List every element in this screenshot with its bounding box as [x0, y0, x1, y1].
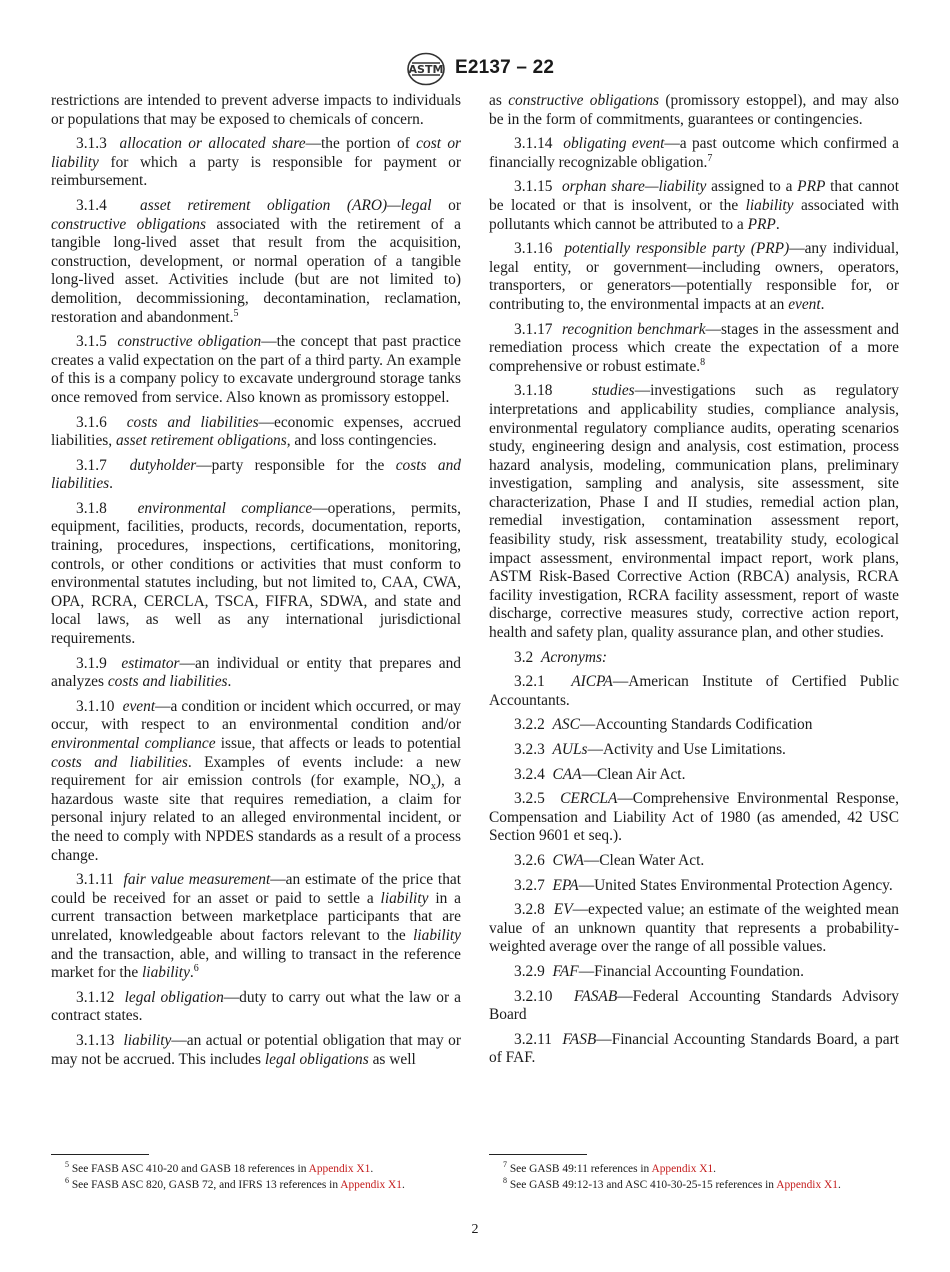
text-run: —Clean Air Act. [581, 765, 686, 783]
definition-paragraph [51, 333, 461, 407]
defined-term: legal obligation [124, 988, 224, 1006]
section-number: 3.1.3 [76, 135, 107, 153]
footnote [65, 1175, 405, 1194]
defined-term: potentially responsible party (PRP) [564, 240, 790, 258]
defined-term: environmental compliance [137, 499, 313, 517]
text-run: —investigations such as regulatory interpretations and applicability studies, compliance analysis, environmental regulatory compliance audits, operating scenarios study, engineering design and analysis, cost estimation, process hazard analysis, modeling, communication plans, preliminary investigation, sampling and analysis, site assessment, site characterization, Phase I and II studies, remedial action plan, remedial investigation, contamination assessment report, feasibility study, risk assessment, treatability study, ecological impact assessment, environmental impact report, work plans, ASTM Risk-Based Corrective Action (RBCA) analysis, RCRA facility investigation, RCRA facility assessment, report of waste discharge, corrective measures study, corrective action report, health and safety plan, quality assurance plan, and other studies. [489, 382, 899, 642]
definition-paragraph [51, 871, 461, 983]
text-run: that cannot be located or that is insolvent, or the [489, 178, 899, 214]
italic-term: event [788, 295, 821, 313]
defined-term: FASAB [573, 987, 618, 1005]
text-run: —Financial Accounting Foundation. [578, 962, 804, 980]
footnote-end: . [713, 1163, 717, 1175]
text-run: issue, that affects or leads to potential [215, 735, 462, 752]
section-number: 3.2.3 [514, 741, 545, 758]
defined-term: orphan share—liability [561, 178, 707, 196]
text-run: or [431, 196, 461, 214]
footnotes-left [65, 1162, 405, 1193]
definition-paragraph [51, 500, 461, 649]
definition-paragraph [51, 698, 461, 865]
text-run: —duty to carry out what the law or a contract states. [51, 988, 461, 1025]
definition-paragraph [489, 178, 899, 234]
right-column [489, 92, 899, 1074]
defined-term: dutyholder [129, 456, 197, 474]
footnote [503, 1175, 841, 1194]
text-run: —economic expenses, accrued liabilities, [51, 413, 461, 450]
defined-term: constructive obligation [117, 333, 262, 351]
text-run: in a current transaction between marketplace participants that are unrelated, knowledgeable about factors relevant to the [51, 889, 462, 944]
footnote-number: 8 [503, 1175, 507, 1185]
text-run: —the portion of [305, 135, 417, 153]
text-run: restrictions are intended to prevent adverse impacts to individuals or populations that may be exposed to chemicals of concern. [51, 92, 461, 128]
footnote-text: See FASB ASC 410-20 and GASB 18 references in [69, 1163, 309, 1175]
defined-term: EV [553, 901, 573, 919]
text-run: . Examples of events include: a new requirement for air emission controls (for example, NO [51, 753, 461, 790]
text-run: —Accounting Standards Codification [579, 716, 813, 734]
paragraph-continuation [51, 92, 461, 129]
defined-term: Acronyms: [540, 648, 608, 666]
footnote [65, 1162, 405, 1178]
paragraph-continuation [489, 92, 899, 129]
definition-paragraph [489, 1031, 899, 1068]
definition-paragraph [489, 321, 899, 377]
appendix-link[interactable]: Appendix X1 [340, 1178, 402, 1191]
defined-term: FASB [562, 1030, 597, 1048]
svg-text:ASTM: ASTM [408, 63, 444, 76]
definition-paragraph [51, 414, 461, 451]
footnote-ref: 8 [700, 356, 706, 368]
text-run: —an estimate of the price that could be received for an asset or paid to settle a [51, 871, 461, 907]
section-number: 3.1.12 [76, 988, 115, 1006]
footnote-ref: 5 [233, 307, 239, 319]
text-run: —Activity and Use Limitations. [587, 741, 786, 758]
subscript: x [430, 781, 436, 793]
defined-term: CAA [552, 765, 582, 783]
astm-logo-icon [406, 52, 446, 86]
footnote-rule-right [489, 1154, 587, 1155]
text-run: —expected value; an estimate of the weighted mean value of an unknown quantity that represents a probability-weighted average over the range of all possible values. [489, 901, 899, 956]
section-number: 3.2.9 [514, 962, 545, 980]
section-number: 3.1.10 [76, 697, 115, 715]
text-run: —Comprehensive Environmental Response, Compensation and Liability Act of 1980 (as amended, 42 USC Section 9601 et seq.). [489, 790, 899, 845]
section-number: 3.2.5 [514, 790, 545, 808]
text-run: —the concept that past practice creates a valid expectation on the part of a third party. An example of this is a company policy to excavate underground storage tanks once removed from service. Also known as promissory estoppel. [51, 333, 461, 406]
section-number: 3.1.17 [514, 320, 553, 338]
defined-term: studies [591, 382, 635, 400]
defined-term: fair value measurement [123, 871, 271, 889]
text-run: —party responsible for the [196, 456, 396, 474]
footnote-number: 5 [65, 1160, 69, 1170]
definition-paragraph [489, 766, 899, 785]
definition-paragraph [489, 716, 899, 735]
text-run: —an individual or entity that prepares and analyzes [51, 654, 461, 691]
defined-term: estimator [121, 654, 180, 672]
footnote-number: 7 [503, 1160, 507, 1170]
section-number: 3.1.4 [76, 196, 107, 214]
defined-term: allocation or allocated share [119, 135, 306, 153]
definition-paragraph [489, 673, 899, 710]
section-number: 3.1.14 [514, 135, 553, 153]
defined-term: recognition benchmark [562, 320, 706, 338]
section-number: 3.1.16 [514, 240, 553, 258]
text-run: —a past outcome which confirmed a financially recognizable obligation. [489, 135, 899, 171]
definition-paragraph [489, 988, 899, 1025]
text-run: . [109, 475, 114, 493]
section-number: 3.2.11 [514, 1030, 552, 1048]
italic-term: legal obligations [264, 1050, 369, 1068]
page-number: 2 [471, 1222, 479, 1237]
text-run: —United States Environmental Protection Agency. [578, 876, 893, 894]
section-number: 3.2.8 [514, 901, 545, 919]
definition-paragraph [489, 240, 899, 314]
definition-paragraph [51, 655, 461, 692]
text-run: —Federal Accounting Standards Advisory Board [489, 987, 899, 1024]
text-run: assigned to a [706, 178, 798, 196]
italic-term: liability [413, 926, 461, 944]
section-number: 3.1.6 [76, 413, 107, 431]
italic-term: liability [380, 889, 429, 907]
italic-term: environmental compliance [51, 735, 216, 752]
text-run: —a condition or incident which occurred, or may occur, with respect to an environmental condition and/or [51, 697, 461, 734]
defined-term: asset retirement obligation (ARO)—legal [140, 196, 432, 214]
appendix-link[interactable]: Appendix X1 [651, 1163, 714, 1175]
text-run: . [775, 215, 780, 233]
text-run: (promissory estoppel), and may also be in the form of commitments, guarantees or contingencies. [489, 92, 899, 128]
text-run: —an actual or potential obligation that may or may not be accrued. This includes [51, 1031, 461, 1068]
section-number: 3.2 [514, 648, 534, 666]
defined-term: obligating event [563, 135, 665, 153]
defined-term: CWA [552, 851, 584, 869]
italic-term: liability [745, 196, 794, 214]
section-number: 3.1.9 [76, 654, 107, 672]
section-number: 3.1.13 [76, 1031, 115, 1049]
footnote-end: . [837, 1178, 841, 1191]
section-number: 3.1.8 [76, 499, 107, 517]
definition-paragraph [489, 877, 899, 896]
definition-paragraph [489, 135, 899, 172]
italic-term: PRP [747, 215, 776, 233]
text-run: as well [368, 1050, 416, 1068]
appendix-link[interactable]: Appendix X1 [776, 1178, 838, 1191]
definition-paragraph [489, 382, 899, 642]
defined-term: FAF [552, 962, 579, 980]
italic-term: constructive obligations [508, 92, 660, 109]
footnote-text: See GASB 49:11 references in [507, 1163, 652, 1175]
page-header [0, 52, 950, 86]
definition-paragraph [489, 963, 899, 982]
text-run: associated with pollutants which cannot be attributed to a [489, 196, 900, 233]
section-number: 3.2.6 [514, 851, 545, 869]
text-run: . [189, 964, 194, 982]
text-run: —Clean Water Act. [583, 851, 705, 869]
defined-term: costs and liabilities [126, 413, 259, 431]
defined-term: AICPA [571, 673, 613, 691]
text-run: as [489, 92, 509, 109]
defined-term: liability [123, 1031, 172, 1049]
definition-paragraph [51, 989, 461, 1026]
definition-paragraph [51, 457, 461, 494]
footnote-number: 6 [65, 1175, 69, 1185]
section-number: 3.2.7 [514, 876, 545, 894]
defined-term: CERCLA [560, 790, 618, 808]
left-column [51, 92, 461, 1075]
text-run: —any individual, legal entity, or government—including owners, operators, transporters, or generators—potentially responsible for, or contributing to, the environmental impacts at an [489, 240, 899, 313]
italic-term: costs and liabilities [51, 456, 461, 493]
italic-term: costs and liabilities [51, 753, 188, 771]
definition-paragraph [489, 852, 899, 871]
definition-paragraph [51, 135, 461, 191]
definition-paragraph [489, 741, 899, 760]
footnote [503, 1162, 841, 1178]
text-run: associated with the retirement of a tangible long-lived asset that result from the acquisition, construction, development, or normal operation of a tangible long-lived asset. Activities include (but are not limited to) demolition, decommissioning, decontamination, reclamation, restoration and abandonment. [51, 215, 461, 326]
footnote-text: See GASB 49:12-13 and ASC 410-30-25-15 references in [507, 1178, 777, 1191]
text-run: for which a party is responsible for payment or reimbursement. [51, 153, 461, 190]
footnote-text: See FASB ASC 820, GASB 72, and IFRS 13 references in [69, 1178, 341, 1191]
section-number: 3.2.1 [514, 673, 545, 691]
defined-term: ASC [552, 716, 580, 734]
footnote-ref: 7 [707, 152, 713, 164]
definition-paragraph [51, 1032, 461, 1069]
defined-term: AULs [552, 741, 588, 758]
italic-term: constructive obligations [51, 215, 206, 233]
section-number: 3.2.2 [514, 716, 545, 734]
appendix-link[interactable]: Appendix X1 [308, 1163, 371, 1175]
section-number: 3.1.11 [76, 871, 114, 889]
italic-term: asset retirement obligations [115, 432, 287, 450]
section-number: 3.2.4 [514, 765, 545, 783]
text-run: . [227, 673, 232, 691]
definition-paragraph [489, 790, 899, 846]
italic-term: PRP [797, 178, 826, 196]
italic-term: costs and liabilities [107, 673, 228, 691]
footnote-end: . [401, 1178, 405, 1191]
footnote-ref: 6 [193, 963, 199, 974]
section-number: 3.1.5 [76, 333, 107, 351]
document-id: E2137 – 22 [455, 57, 555, 78]
section-heading [489, 649, 899, 668]
text-run: —operations, permits, equipment, facilities, products, records, documentation, reports, training, procedures, inspections, certifications, monitoring, controls, or other conditions or activities that must conform to environmental statutes including, but not limited to, CAA, CWA, OPA, RCRA, CERCLA, TSCA, FIFRA, SDWA, and state and local laws, as well as any international jurisdictional requirements. [51, 499, 461, 648]
text-run: —stages in the assessment and remediation process which create the expectation of a more comprehensive or robust estimate. [489, 320, 899, 375]
section-number: 3.1.15 [514, 178, 553, 196]
defined-term: event [122, 697, 156, 715]
italic-term: liability [142, 964, 190, 982]
footnote-end: . [370, 1163, 374, 1175]
defined-term: EPA [552, 876, 579, 894]
text-run: ), a hazardous waste site that requires remediation, a claim for personal injury related to an alleged environmental incident, or the need to comply with NPDES standards as a result of a process change. [51, 772, 461, 864]
text-run: —Financial Accounting Standards Board, a part of FAF. [489, 1030, 899, 1067]
text-run: . [820, 295, 825, 313]
definition-paragraph [489, 901, 899, 957]
definition-paragraph [51, 197, 461, 327]
section-number: 3.2.10 [514, 987, 553, 1005]
text-run: , and loss contingencies. [286, 432, 437, 450]
text-run: and the transaction, able, and willing to transact in the reference market for the [51, 945, 461, 982]
footnotes-right [503, 1162, 841, 1193]
text-run: —American Institute of Certified Public Accountants. [489, 673, 899, 709]
footnote-rule-left [51, 1154, 149, 1155]
section-number: 3.1.18 [514, 382, 553, 400]
section-number: 3.1.7 [76, 456, 107, 474]
italic-term: cost or liability [51, 135, 462, 171]
